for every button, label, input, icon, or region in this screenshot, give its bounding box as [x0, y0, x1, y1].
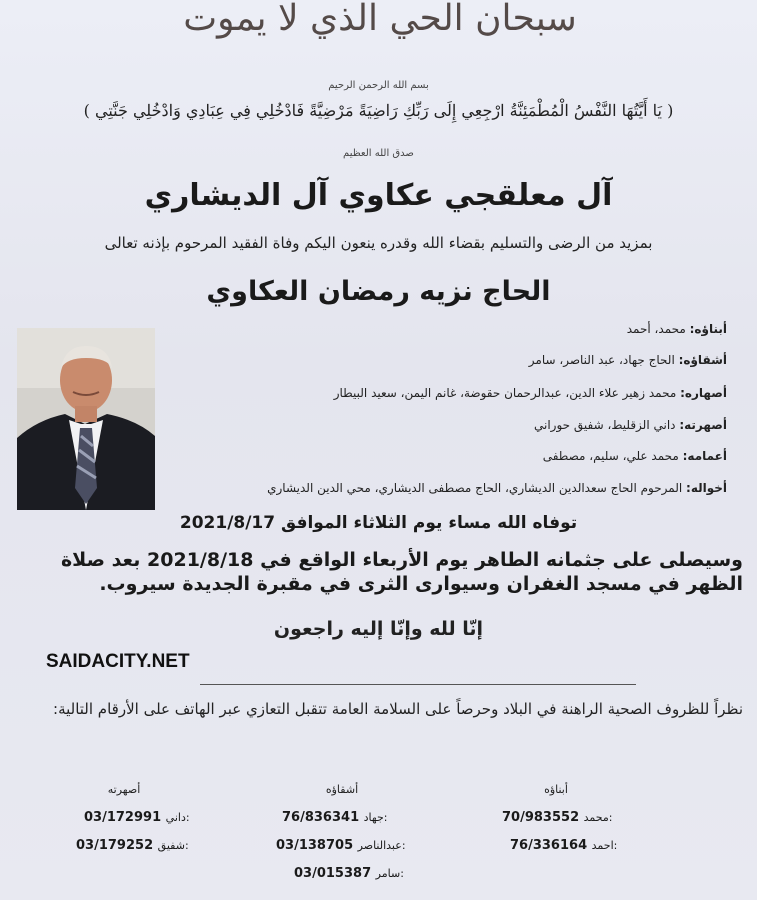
- phone-entry: [76, 838, 189, 853]
- phone-name: جهاد:: [363, 811, 388, 824]
- relatives-label: أشقاؤه:: [678, 353, 727, 367]
- contacts-sons-title: أبناؤه: [544, 783, 568, 796]
- calligraphy-text: سبحان الحي الذي لا يموت: [183, 0, 577, 39]
- relatives-names: محمد، أحمد: [626, 322, 690, 336]
- family-name: آل معلقجي عكاوي آل الديشاري: [144, 178, 613, 213]
- relatives-brothers-in-law: [534, 418, 727, 432]
- phone-name: احمد:: [591, 839, 618, 852]
- phone-number: 76/836341: [282, 810, 360, 825]
- relatives-label: أصهرته:: [679, 418, 727, 432]
- site-watermark: SAIDACITY.NET: [46, 651, 190, 672]
- phone-number: 03/179252: [76, 838, 154, 853]
- phone-number: 03/138705: [276, 838, 354, 853]
- relatives-brothers: [529, 353, 727, 367]
- phone-name: عبدالناصر:: [357, 839, 406, 852]
- relatives-label: أبناؤه:: [689, 322, 727, 336]
- relatives-label: أصهاره:: [680, 386, 727, 400]
- relatives-names: الحاج جهاد، عبد الناصر، سامر: [528, 353, 679, 367]
- relatives-maternal-uncles: [267, 481, 727, 495]
- inna-lillah: إنّا لله وإنّا إليه راجعون: [273, 618, 484, 640]
- deceased-name: الحاج نزيه رمضان العكاوي: [206, 276, 551, 307]
- phone-entry: [510, 838, 617, 853]
- phone-number: 70/983552: [502, 810, 580, 825]
- divider-line: [200, 684, 636, 685]
- sadaq-allah: صدق الله العظيم: [343, 148, 414, 159]
- relatives-label: أعمامه:: [682, 449, 727, 463]
- condolence-notice: نظراً للظروف الصحية الراهنة في البلاد وحرصاً على السلامة العامة تتقبل التعازي عبر الهاتف على الأرقام التالية:: [53, 700, 743, 718]
- relatives-paternal-uncles: [543, 449, 727, 463]
- relatives-sons: [627, 322, 727, 336]
- phone-number: 76/336164: [510, 838, 588, 853]
- phone-entry: [84, 810, 190, 825]
- contacts-in-laws-title: أصهرته: [107, 783, 141, 796]
- relatives-names: داني الزقليط، شفيق حوراني: [533, 418, 680, 432]
- contacts-brothers-title: أشقاؤه: [325, 783, 359, 796]
- phone-name: سامر:: [375, 867, 404, 880]
- death-date-line: توفاه الله مساء يوم الثلاثاء الموافق 2021/8/17: [179, 513, 578, 533]
- relatives-names: محمد زهير علاء الدين، عبدالرحمان حقوضة، غانم اليمن، سعيد البيطار: [333, 386, 681, 400]
- calligraphy-header: [120, 0, 640, 58]
- phone-number: 03/172991: [84, 810, 162, 825]
- phone-entry: [282, 810, 388, 825]
- funeral-details: وسيصلى على جثمانه الطاهر يوم الأربعاء الواقع في 2021/8/18 بعد صلاة الظهر في مسجد الغفران وسيوارى الثرى في مقبرة الجديدة سيروب.: [60, 549, 743, 595]
- basmala: بسم الله الرحمن الرحيم: [328, 80, 429, 91]
- phone-entry: [294, 866, 404, 881]
- phone-entry: [276, 838, 406, 853]
- relatives-sons-in-law: [334, 386, 727, 400]
- phone-number: 03/015387: [294, 866, 372, 881]
- relatives-names: محمد علي، سليم، مصطفى: [542, 449, 683, 463]
- phone-entry: [502, 810, 613, 825]
- phone-name: شفيق:: [157, 839, 189, 852]
- quran-verse: ( يَا أَيَّتُهَا النَّفْسُ الْمُطْمَئِنَّةُ ارْجِعِي إِلَى رَبِّكِ رَاضِيَةً مَرْضِيَّةً فَادْخُلِي فِي عِبَادِي وَادْخُلِي جَنَّتِي ): [83, 101, 674, 120]
- intro-text: بمزيد من الرضى والتسليم بقضاء الله وقدره ينعون اليكم وفاة الفقيد المرحوم بإذنه تعالى: [104, 234, 653, 252]
- relatives-label: أخواله:: [686, 481, 727, 495]
- phone-name: داني:: [165, 811, 190, 824]
- deceased-photo: [17, 328, 155, 510]
- phone-name: محمد:: [583, 811, 613, 824]
- relatives-names: المرحوم الحاج سعدالدين الديشاري، الحاج مصطفى الديشاري، محي الدين الديشاري: [267, 481, 687, 495]
